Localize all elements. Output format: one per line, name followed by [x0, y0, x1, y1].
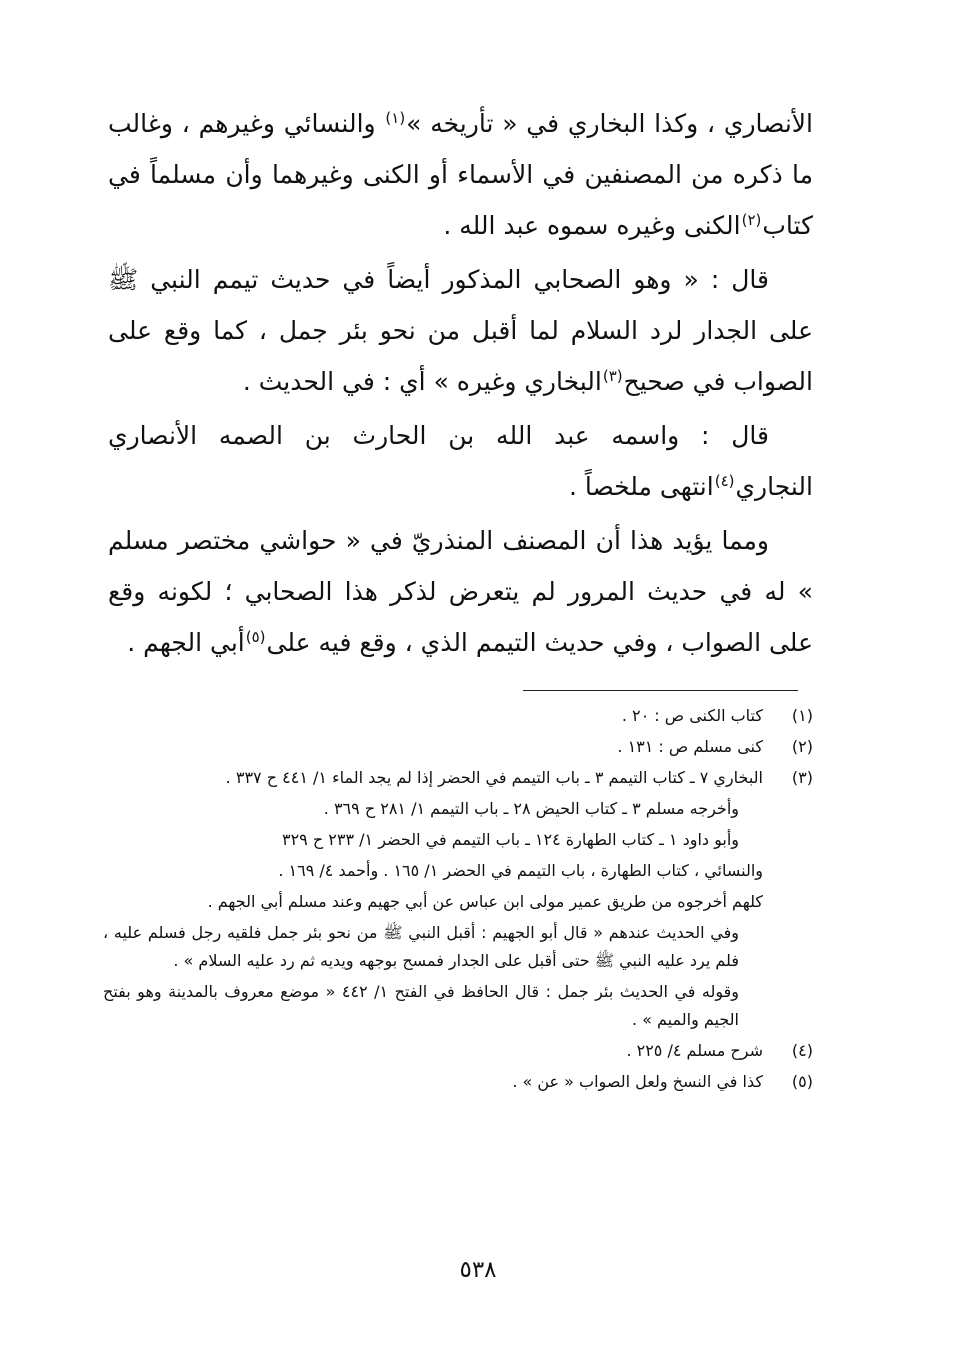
paragraph-4: [108, 515, 813, 668]
footnote-text: وأبو داود ١ ـ كتاب الطهارة ١٢٤ ـ باب التيمم في الحضر ١/ ٢٣٣ ح ٣٢٩: [281, 830, 739, 849]
footnote-text: وقوله في الحديث بئر جمل : قال الحافظ في الفتح ١/ ٤٤٢ « موضع معروف بالمدينة وهو بفتح الجيم والميم » .: [103, 982, 740, 1029]
footnote-text: شرح مسلم ٤/ ٢٢٥ .: [626, 1041, 763, 1060]
paragraph-text: والنسائي وغيرهم ، وغالب ما ذكره من المصنفين في الأسماء أو الكنى وغيرهما وأن مسلماً في كتاب: [108, 109, 813, 240]
footnote-number: (٥): [791, 1072, 813, 1091]
main-text: [108, 98, 813, 671]
paragraph-text: ومما يؤيد هذا أن المصنف المنذريّ في « حواشي مختصر مسلم » له في حديث المرور لم يتعرض لذكر هذا الصحابي ؛ لكونه وقع على الصواب ، وفي حديث التيمم الذي ، وقع فيه على: [108, 526, 813, 657]
footnote-5: [103, 1068, 813, 1096]
footnote-3: [103, 764, 813, 1034]
footnote-text: البخاري ٧ ـ كتاب التيمم ٣ ـ باب التيمم في الحضر إذا لم يجد الماء ١/ ٤٤١ ح ٣٣٧ .: [225, 768, 763, 787]
footnote-ref-1[interactable]: (١): [385, 108, 406, 127]
footnote-text: كنى مسلم ص : ١٣١ .: [617, 737, 763, 756]
footnote-1: [103, 702, 813, 730]
footnote-ref-4[interactable]: (٤): [714, 471, 735, 490]
paragraph-text: الكنى وغيره سموه عبد الله .: [443, 211, 741, 240]
footnote-text: كتاب الكنى ص : ٢٠ .: [621, 706, 763, 725]
footnote-text: وفي الحديث عندهم « قال أبو الجهيم : أقبل النبي ﷺ من نحو بئر جمل فلقيه رجل فسلم عليه ، فلم يرد عليه النبي ﷺ حتى أقبل على الجدار فمسح بوجهه ويديه ثم رد عليه السلام » .: [103, 923, 739, 970]
footnote-ref-3[interactable]: (٣): [602, 366, 623, 385]
footnote-2: [103, 733, 813, 761]
paragraph-3: [108, 410, 813, 512]
page-number: ٥٣٨: [459, 1257, 497, 1283]
paragraph-text: انتهى ملخصاً .: [568, 472, 714, 501]
paragraph-text: البخاري وغيره » أي : في الحديث .: [242, 367, 602, 396]
paragraph-text: قال : « وهو الصحابي المذكور أيضاً في حديث تيمم النبي ﷺ على الجدار لرد السلام لما أقبل من نحو بئر جمل ، كما وقع على الصواب في صحيح: [108, 265, 813, 396]
footnote-text: والنسائي ، كتاب الطهارة ، باب التيمم في الحضر ١/ ١٦٥ . وأحمد ٤/ ١٦٩ .: [278, 861, 763, 880]
footnote-number: (٢): [791, 737, 813, 756]
footnote-ref-2[interactable]: (٢): [741, 210, 762, 229]
footnote-text: كذا في النسخ ولعل الصواب « عن » .: [512, 1072, 763, 1091]
footnote-number: (٤): [791, 1041, 813, 1060]
footnote-number: (١): [791, 706, 813, 725]
footnote-ref-5[interactable]: (٥): [245, 627, 266, 646]
paragraph-1: [108, 98, 813, 251]
footnote-text: كلهم أخرجوه من طريق عمير مولى ابن عباس عن أبي جهيم وعند مسلم أبي الجهم .: [207, 892, 763, 911]
footnote-separator: [523, 690, 798, 691]
footnote-text: وأخرجه مسلم ٣ ـ كتاب الحيض ٢٨ ـ باب التيمم ١/ ٢٨١ ح ٣٦٩ .: [323, 799, 739, 818]
footnotes: [103, 702, 813, 1099]
paragraph-2: [108, 254, 813, 407]
footnote-number: (٣): [791, 768, 813, 787]
paragraph-text: قال : واسمه عبد الله بن الحارث بن الصمه الأنصاري النجاري: [108, 421, 813, 501]
paragraph-text: الأنصاري ، وكذا البخاري في « تأريخه »: [406, 109, 813, 138]
paragraph-text: أبي الجهم .: [127, 628, 245, 657]
footnote-4: [103, 1037, 813, 1065]
